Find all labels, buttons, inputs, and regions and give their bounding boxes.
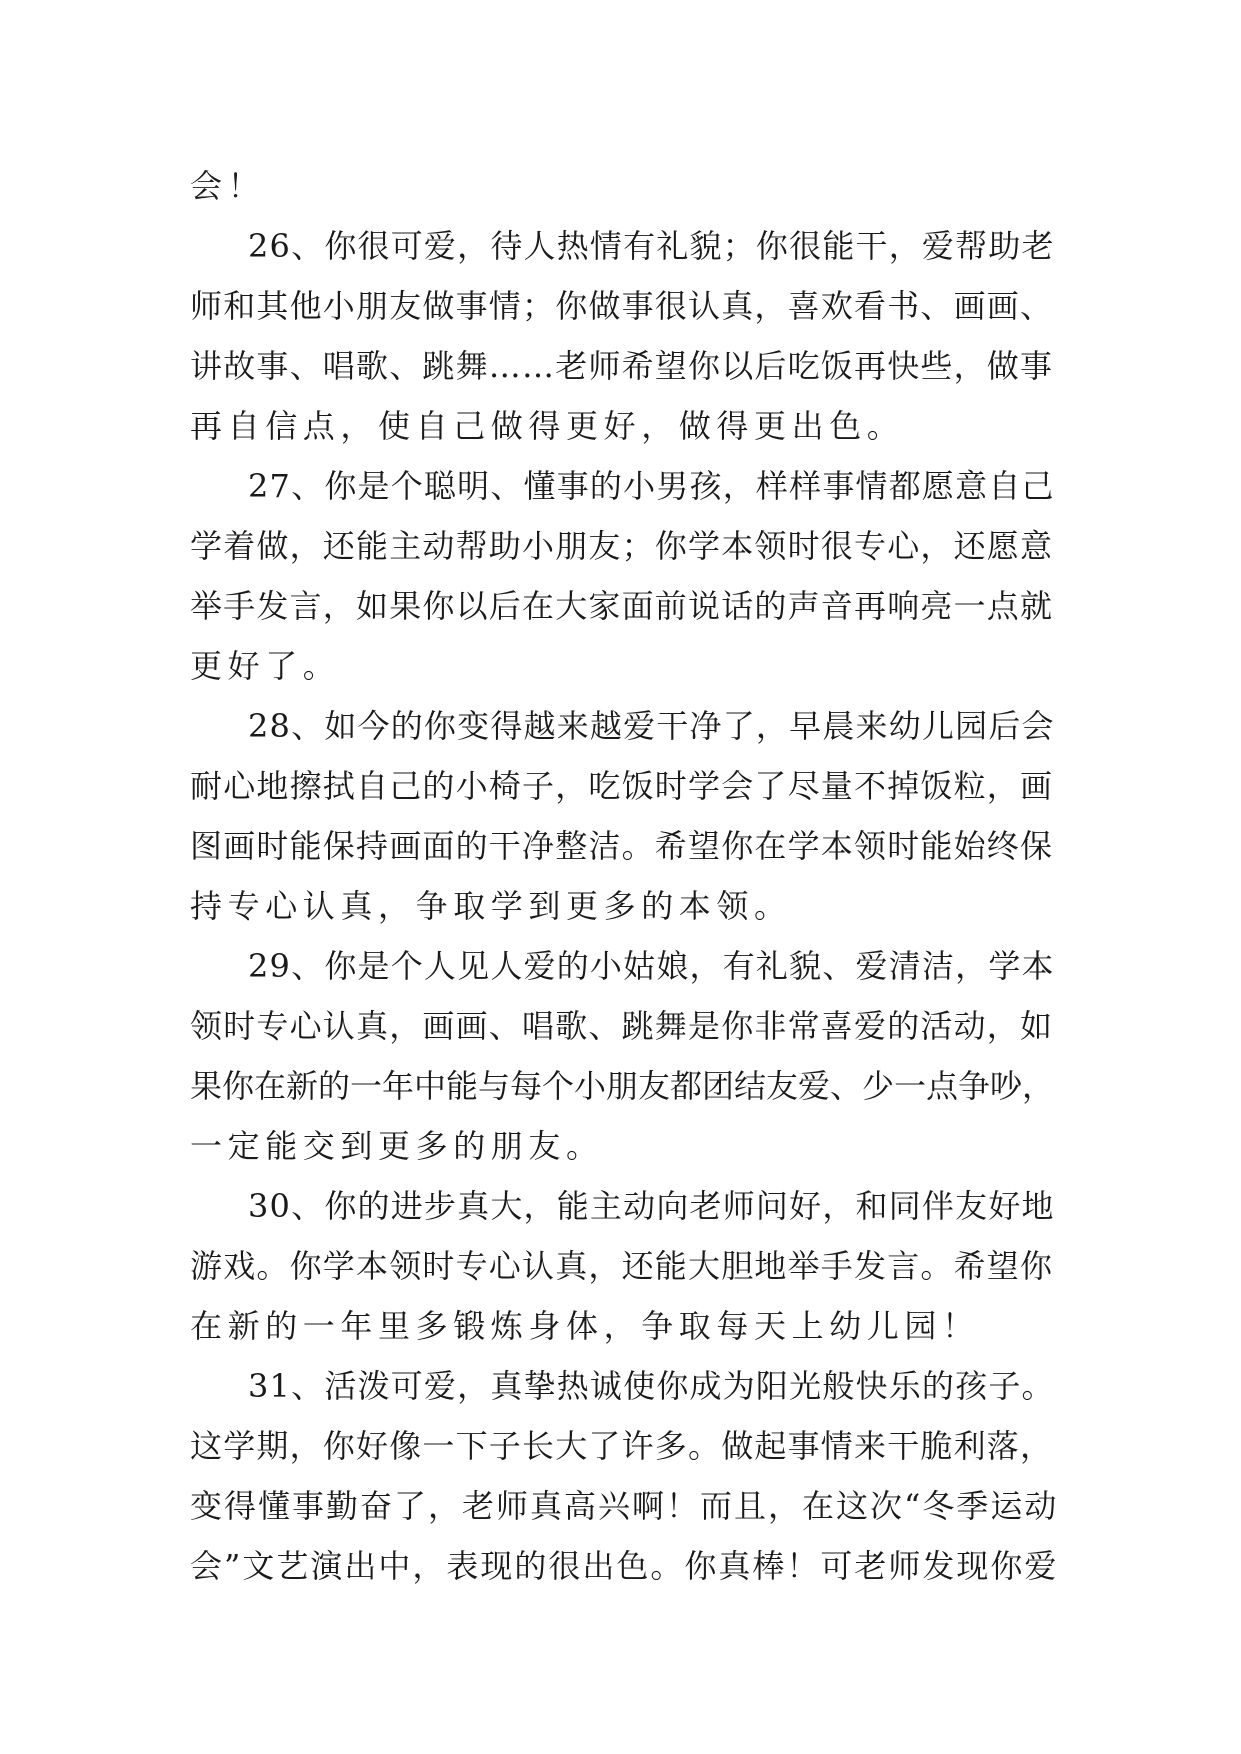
paragraph-line: 图画时能保持画面的干净整洁。希望你在学本领时能始终保: [190, 827, 1054, 865]
paragraph-line: 会”文艺演出中，表现的很出色。你真棒！可老师发现你爱: [190, 1547, 1059, 1585]
paragraph-first-line: 31、活泼可爱，真挚热诚使你成为阳光般快乐的孩子。: [248, 1367, 1055, 1405]
paragraph-line: 耐心地擦拭自己的小椅子，吃饭时学会了尽量不掉饭粒，画: [190, 767, 1054, 805]
paragraph-first-line: 26、你很可爱，待人热情有礼貌；你很能干，爱帮助老: [248, 227, 1055, 265]
paragraph-line: 持专心认真，争取学到更多的本领。: [190, 887, 792, 925]
paragraph-line: 师和其他小朋友做事情；你做事很认真，喜欢看书、画画、: [190, 287, 1054, 325]
paragraph-line: 学着做，还能主动帮助小朋友；你学本领时很专心，还愿意: [190, 527, 1054, 565]
paragraph-line: 领时专心认真，画画、唱歌、跳舞是你非常喜爱的活动，如: [190, 1007, 1054, 1045]
paragraph-line: 游戏。你学本领时专心认真，还能大胆地举手发言。希望你: [190, 1247, 1054, 1285]
paragraph-first-line: 28、如今的你变得越来越爱干净了，早晨来幼儿园后会: [248, 707, 1055, 745]
paragraph-first-line: 27、你是个聪明、懂事的小男孩，样样事情都愿意自己: [248, 467, 1055, 505]
paragraph-first-line: 30、你的进步真大，能主动向老师问好，和同伴友好地: [248, 1187, 1055, 1225]
paragraph-line: 一定能交到更多的朋友。: [190, 1127, 604, 1165]
paragraph-line: 举手发言，如果你以后在大家面前说话的声音再响亮一点就: [190, 587, 1054, 625]
paragraph-line: 会！: [190, 167, 266, 205]
paragraph-line: 讲故事、唱歌、跳舞……老师希望你以后吃饭再快些，做事: [190, 347, 1054, 385]
paragraph-first-line: 29、你是个人见人爱的小姑娘，有礼貌、爱清洁，学本: [248, 947, 1055, 985]
paragraph-line: 更好了。: [190, 647, 341, 685]
paragraph-line: 再自信点，使自己做得更好，做得更出色。: [190, 407, 905, 445]
paragraph-line: 果你在新的一年中能与每个小朋友都团结友爱、少一点争吵，: [190, 1067, 1055, 1105]
document-body: [190, 156, 1060, 1596]
paragraph-line: 在新的一年里多锻炼身体，争取每天上幼儿园！: [190, 1307, 980, 1345]
paragraph-line: 变得懂事勤奋了，老师真高兴啊！而且，在这次“冬季运动: [190, 1487, 1059, 1525]
paragraph-line: 这学期，你好像一下子长大了许多。做起事情来干脆利落，: [190, 1427, 1054, 1465]
